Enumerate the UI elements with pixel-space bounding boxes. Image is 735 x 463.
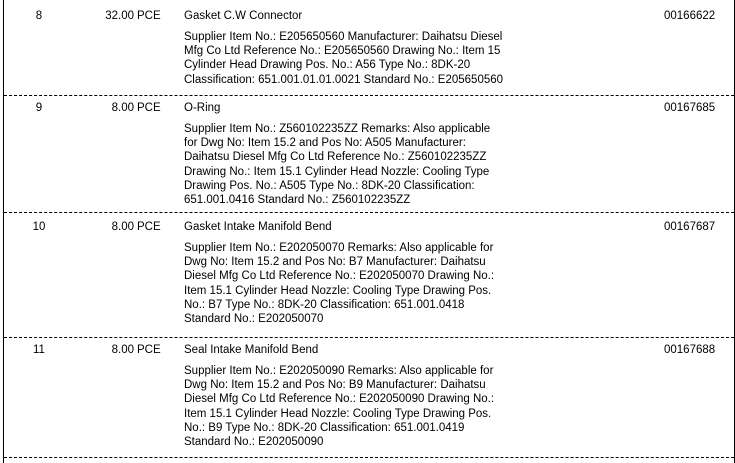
line-title: Gasket Intake Manifold Bend — [184, 221, 332, 233]
line-quantity: 8.00 — [111, 344, 134, 356]
line-unit: PCE — [137, 102, 161, 114]
order-lines-table — [3, 0, 735, 463]
table-row — [4, 213, 734, 338]
description-line: Dwg No: Item 15.2 and Pos No: B7 Manufacturer: Daihatsu — [184, 256, 486, 269]
line-description — [184, 241, 564, 326]
description-line: Diesel Mfg Co Ltd Reference No.: E202050090 Drawing No.: — [184, 393, 495, 406]
line-title: Gasket C.W Connector — [184, 10, 303, 22]
description-line: Supplier Item No.: Z560102235ZZ Remarks: Also applicable — [184, 123, 491, 135]
line-item-code: 00166622 — [664, 10, 716, 22]
line-number: 11 — [33, 344, 45, 356]
line-number: 9 — [35, 102, 43, 114]
line-quantity: 8.00 — [111, 221, 134, 233]
line-unit: PCE — [137, 344, 161, 356]
description-line: Supplier Item No.: E202050090 Remarks: Also applicable for — [184, 365, 494, 377]
description-line: for Dwg No: Item 15.2 and Pos No: A505 Manufacturer: — [184, 137, 466, 150]
line-item-code: 00167687 — [664, 221, 716, 233]
line-description — [184, 122, 564, 207]
description-line: No.: B9 Type No.: 8DK-20 Classification: 651.001.0419 — [184, 421, 465, 434]
line-quantity: 8.00 — [111, 102, 134, 114]
description-line: Supplier Item No.: E202050070 Remarks: Also applicable for — [184, 242, 494, 254]
table-row — [4, 338, 734, 458]
table-row — [4, 0, 734, 96]
description-line: Cylinder Head Drawing Pos. No.: A56 Type No.: 8DK-20 — [184, 59, 471, 72]
description-line: Standard No.: E202050090 — [184, 436, 324, 449]
line-unit: PCE — [137, 10, 161, 22]
line-item-code: 00167685 — [664, 102, 716, 114]
description-line: 651.001.0416 Standard No.: Z560102235ZZ — [184, 194, 411, 207]
line-number: 10 — [32, 221, 46, 233]
line-number: 8 — [35, 10, 43, 22]
description-line: Supplier Item No.: E205650560 Manufacturer: Daihatsu Diesel — [184, 31, 503, 43]
description-line: Drawing Pos. No.: A505 Type No.: 8DK-20 Classification: — [184, 179, 475, 192]
description-line: No.: B7 Type No.: 8DK-20 Classification: 651.001.0418 — [184, 298, 465, 311]
description-line: Drawing No.: Item 15.1 Cylinder Head Nozzle: Cooling Type — [184, 165, 490, 178]
description-line: Item 15.1 Cylinder Head Nozzle: Cooling Type Drawing Pos. — [184, 284, 492, 297]
description-line: Standard No.: E202050070 — [184, 313, 324, 326]
table-row — [4, 96, 734, 213]
line-title: O-Ring — [184, 102, 221, 114]
line-description — [184, 364, 564, 449]
description-line: Mfg Co Ltd Reference No.: E205650560 Drawing No.: Item 15 — [184, 45, 501, 58]
description-line: Diesel Mfg Co Ltd Reference No.: E202050070 Drawing No.: — [184, 270, 495, 283]
description-line: Item 15.1 Cylinder Head Nozzle: Cooling Type Drawing Pos. — [184, 407, 492, 420]
line-quantity: 32.00 — [105, 10, 134, 22]
line-title: Seal Intake Manifold Bend — [184, 344, 319, 356]
line-description — [184, 30, 564, 87]
line-unit: PCE — [137, 221, 161, 233]
line-item-code: 00167688 — [664, 344, 716, 356]
description-line: Daihatsu Diesel Mfg Co Ltd Reference No.: Z560102235ZZ — [184, 151, 487, 164]
description-line: Dwg No: Item 15.2 and Pos No: B9 Manufacturer: Daihatsu — [184, 379, 486, 392]
description-line: Classification: 651.001.01.01.0021 Standard No.: E205650560 — [184, 73, 504, 86]
